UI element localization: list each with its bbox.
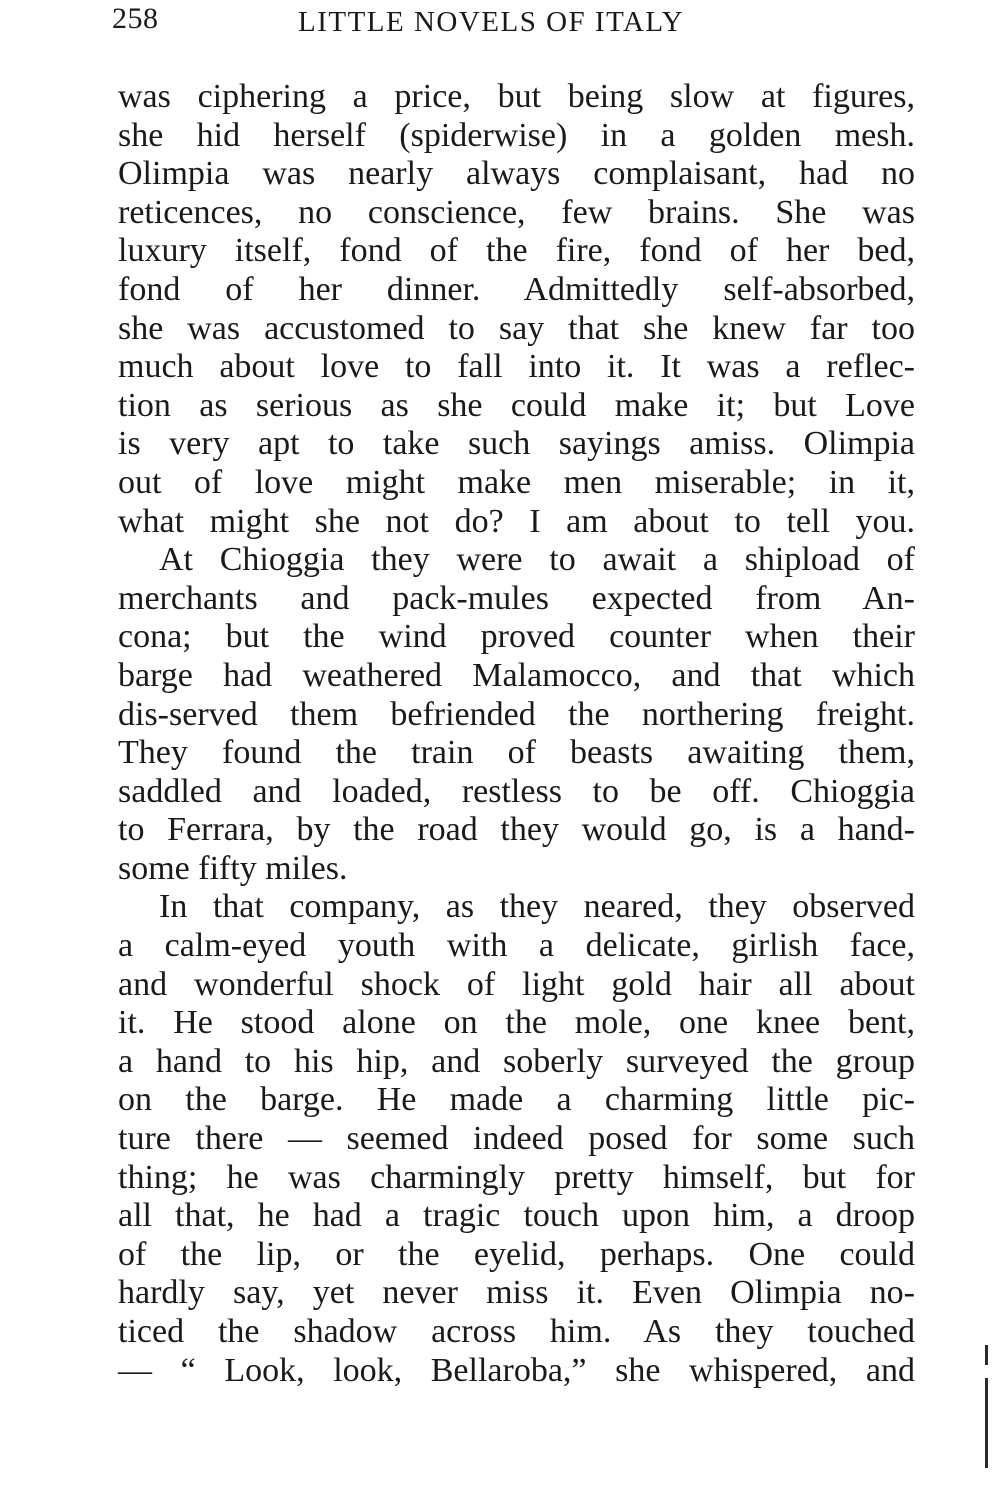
- text-line: was ciphering a price, but being slow at figures,: [118, 78, 915, 115]
- text-line: merchants and pack-mules expected from An-: [118, 579, 915, 617]
- body-text: [118, 78, 915, 1390]
- text-line: reticences, no conscience, few brains. She was: [118, 193, 915, 231]
- text-line: it. He stood alone on the mole, one knee bent,: [118, 1004, 915, 1042]
- text-line: ticed the shadow across him. As they touched: [118, 1313, 915, 1350]
- text-line: a hand to his hip, and soberly surveyed the group: [118, 1042, 915, 1080]
- text-line: In that company, as they neared, they observed: [159, 888, 915, 926]
- text-line: a calm-eyed youth with a delicate, girlish face,: [118, 927, 915, 965]
- text-line: barge had weathered Malamocco, and that which: [118, 656, 915, 694]
- text-line: thing; he was charmingly pretty himself, but for: [118, 1158, 915, 1196]
- text-line: some fifty miles.: [118, 849, 348, 887]
- text-line: what might she not do? I am about to tell you.: [118, 502, 915, 540]
- text-line: At Chioggia they were to await a shipload of: [159, 541, 915, 579]
- text-line: cona; but the wind proved counter when their: [118, 618, 915, 656]
- text-line: fond of her dinner. Admittedly self-absorbed,: [118, 270, 915, 308]
- text-line: dis-served them befriended the northering freight.: [118, 695, 915, 733]
- margin-rule-top: [985, 1345, 988, 1365]
- text-line: and wonderful shock of light gold hair all about: [118, 965, 915, 1003]
- text-line: They found the train of beasts awaiting them,: [118, 734, 915, 772]
- text-line: she hid herself (spiderwise) in a golden mesh.: [118, 116, 915, 154]
- text-line: out of love might make men miserable; in it,: [118, 463, 915, 501]
- text-line: she was accustomed to say that she knew far too: [118, 309, 915, 347]
- text-line: saddled and loaded, restless to be off. Chioggia: [118, 772, 915, 810]
- text-line: much about love to fall into it. It was a reflec-: [118, 348, 915, 386]
- margin-rule-bottom: [985, 1378, 988, 1468]
- running-head: LITTLE NOVELS OF ITALY: [298, 6, 685, 38]
- text-line: ture there — seemed indeed posed for some such: [118, 1120, 915, 1158]
- page-number: 258: [112, 2, 159, 35]
- text-line: — “ Look, look, Bellaroba,” she whispered, and: [118, 1351, 915, 1389]
- text-line: all that, he had a tragic touch upon him, a droop: [118, 1197, 915, 1235]
- text-line: tion as serious as she could make it; but Love: [118, 386, 915, 424]
- text-line: luxury itself, fond of the fire, fond of her bed,: [118, 232, 915, 270]
- text-line: of the lip, or the eyelid, perhaps. One could: [118, 1235, 915, 1273]
- text-line: hardly say, yet never miss it. Even Olimpia no-: [118, 1274, 915, 1312]
- text-line: to Ferrara, by the road they would go, is a hand-: [118, 811, 915, 849]
- text-line: Olimpia was nearly always complaisant, had no: [118, 155, 915, 193]
- text-line: is very apt to take such sayings amiss. Olimpia: [118, 425, 915, 463]
- text-line: on the barge. He made a charming little pic-: [118, 1081, 915, 1119]
